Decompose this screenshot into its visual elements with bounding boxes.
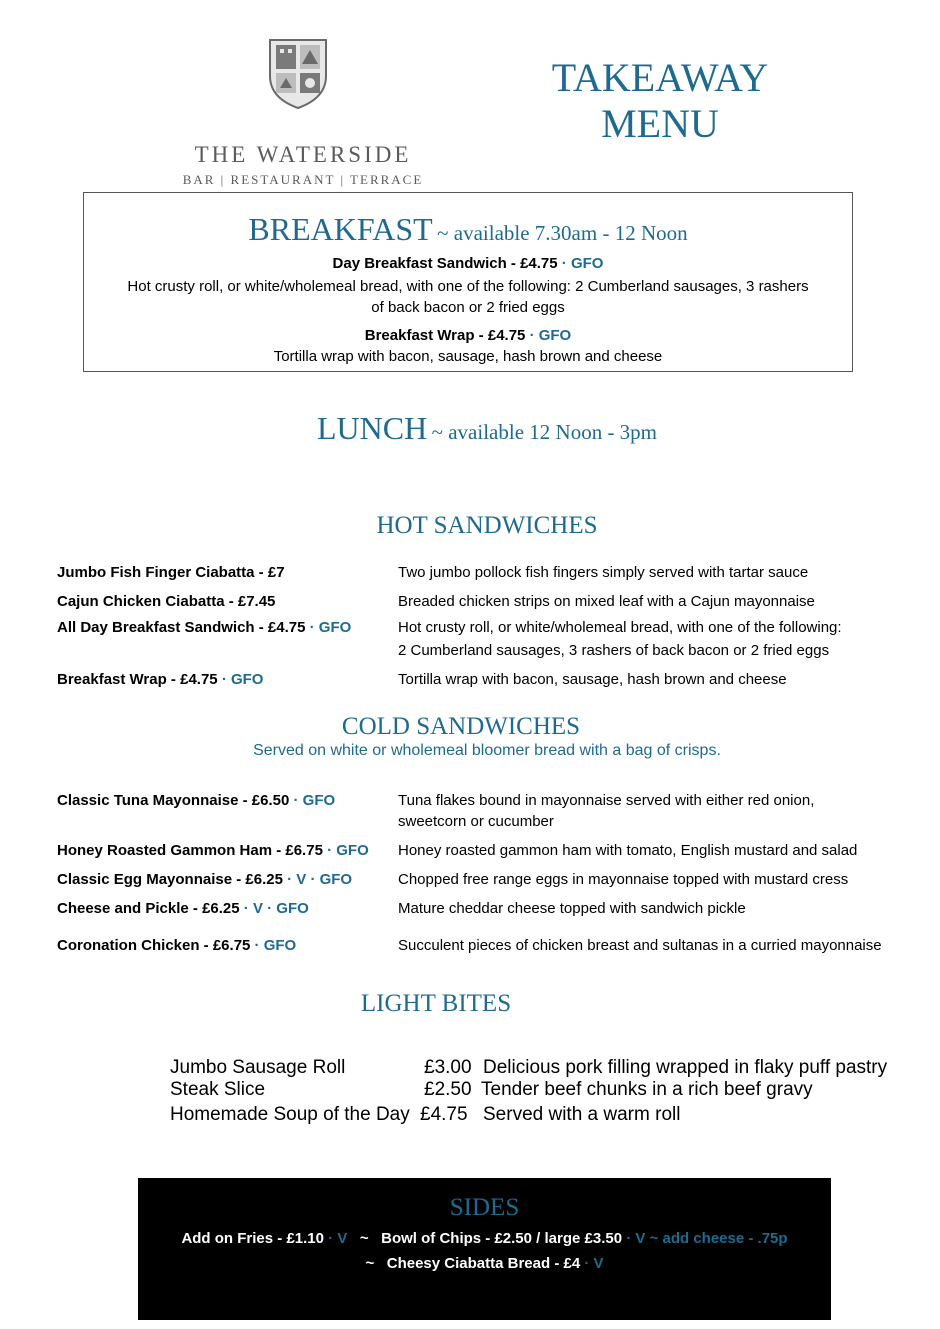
lunch-heading	[0, 410, 940, 447]
cold-sandwiches-heading: COLD SANDWICHES	[341, 713, 581, 740]
separator: ~	[359, 1230, 369, 1247]
item-name: Jumbo Fish Finger Ciabatta - £7	[57, 564, 285, 581]
item-tag: · V	[328, 1230, 348, 1247]
item-tag: · GFO	[529, 327, 572, 344]
brand-subtitle: BAR | RESTAURANT | TERRACE	[182, 172, 424, 187]
light-bites-heading: LIGHT BITES	[360, 990, 512, 1017]
item-name: All Day Breakfast Sandwich - £4.75	[57, 619, 306, 636]
page-title	[520, 55, 800, 147]
item-desc: Mature cheddar cheese topped with sandwich pickle	[398, 900, 746, 917]
item-tag: · GFO	[254, 937, 297, 954]
item-price: £3.00	[424, 1057, 472, 1078]
sides-line-2	[138, 1255, 831, 1272]
sides-heading: SIDES	[449, 1194, 520, 1221]
cold-sandwiches-subheading: Served on white or wholemeal bloomer bread with a bag of crisps.	[253, 742, 721, 759]
item-desc: Tortilla wrap with bacon, sausage, hash brown and cheese	[273, 348, 663, 365]
item-tag: · GFO	[293, 792, 336, 809]
item-desc: Tender beef chunks in a rich beef gravy	[481, 1079, 813, 1100]
item-tag: · V ~ add cheese - .75p	[626, 1230, 788, 1247]
hot-sandwiches-heading: HOT SANDWICHES	[376, 512, 598, 539]
item-name: Bowl of Chips - £2.50 / large £3.50	[381, 1230, 623, 1247]
title-line-2: MENU	[601, 101, 719, 146]
item-name: Classic Egg Mayonnaise - £6.25	[57, 871, 283, 888]
item-name: Cajun Chicken Ciabatta - £7.45	[57, 593, 276, 610]
item-desc: sweetcorn or cucumber	[398, 813, 554, 830]
item-tag: · V · GFO	[287, 871, 353, 888]
brand-name: THE WATERSIDE	[194, 142, 412, 167]
item-name: Classic Tuna Mayonnaise - £6.50	[57, 792, 290, 809]
item-desc: Breaded chicken strips on mixed leaf with a Cajun mayonnaise	[398, 593, 815, 610]
item-desc: Tortilla wrap with bacon, sausage, hash brown and cheese	[398, 671, 787, 688]
breakfast-item-2	[84, 325, 852, 367]
logo	[168, 30, 438, 187]
item-tag: · GFO	[309, 619, 352, 636]
item-desc: Succulent pieces of chicken breast and sultanas in a curried mayonnaise	[398, 937, 882, 954]
breakfast-availability: ~ available 7.30am - 12 Noon	[437, 221, 688, 245]
item-name: Coronation Chicken - £6.75	[57, 937, 251, 954]
item-name: Breakfast Wrap - £4.75	[364, 327, 526, 344]
item-name: Homemade Soup of the Day	[170, 1104, 410, 1125]
item-tag: · V	[584, 1255, 604, 1272]
item-desc: Honey roasted gammon ham with tomato, English mustard and salad	[398, 842, 858, 859]
item-desc: Chopped free range eggs in mayonnaise topped with mustard cress	[398, 871, 849, 888]
item-desc: Served with a warm roll	[483, 1104, 681, 1125]
breakfast-section	[83, 192, 853, 372]
item-desc: Hot crusty roll, or white/wholemeal bread, with one of the following: 2 Cumberland sausages, 3 rashers	[127, 278, 809, 295]
item-desc: Delicious pork filling wrapped in flaky puff pastry	[483, 1057, 888, 1078]
item-tag: · V · GFO	[243, 900, 309, 917]
item-name: Steak Slice	[170, 1079, 266, 1100]
lunch-title: LUNCH	[316, 410, 428, 446]
item-tag: · GFO	[327, 842, 369, 859]
crest-icon	[266, 36, 330, 110]
sides-section	[138, 1178, 831, 1320]
item-name: Day Breakfast Sandwich - £4.75	[332, 255, 558, 272]
item-tag: · GFO	[561, 255, 604, 272]
sides-line-1	[138, 1230, 831, 1247]
item-price: £2.50	[424, 1079, 472, 1100]
item-name: Cheese and Pickle - £6.25	[57, 900, 240, 917]
item-desc: Two jumbo pollock fish fingers simply served with tartar sauce	[398, 564, 809, 581]
breakfast-item-1	[84, 253, 852, 318]
item-desc: 2 Cumberland sausages, 3 rashers of back bacon or 2 fried eggs	[398, 642, 830, 659]
item-name: Breakfast Wrap - £4.75	[57, 671, 218, 688]
title-line-1: TAKEAWAY	[551, 55, 769, 100]
item-name: Add on Fries - £1.10	[181, 1230, 324, 1247]
item-name: Cheesy Ciabatta Bread - £4	[386, 1255, 581, 1272]
lunch-availability: ~ available 12 Noon - 3pm	[431, 420, 658, 444]
breakfast-title: BREAKFAST	[248, 211, 433, 247]
item-name: Jumbo Sausage Roll	[170, 1057, 346, 1078]
breakfast-heading	[84, 211, 852, 248]
item-desc: of back bacon or 2 fried eggs	[371, 299, 565, 316]
separator: ~	[365, 1255, 375, 1272]
item-desc: Hot crusty roll, or white/wholemeal bread, with one of the following:	[398, 619, 842, 636]
item-desc: Tuna flakes bound in mayonnaise served with either red onion,	[398, 792, 815, 809]
item-price: £4.75	[420, 1104, 468, 1125]
item-tag: · GFO	[221, 671, 264, 688]
item-name: Honey Roasted Gammon Ham - £6.75	[57, 842, 323, 859]
